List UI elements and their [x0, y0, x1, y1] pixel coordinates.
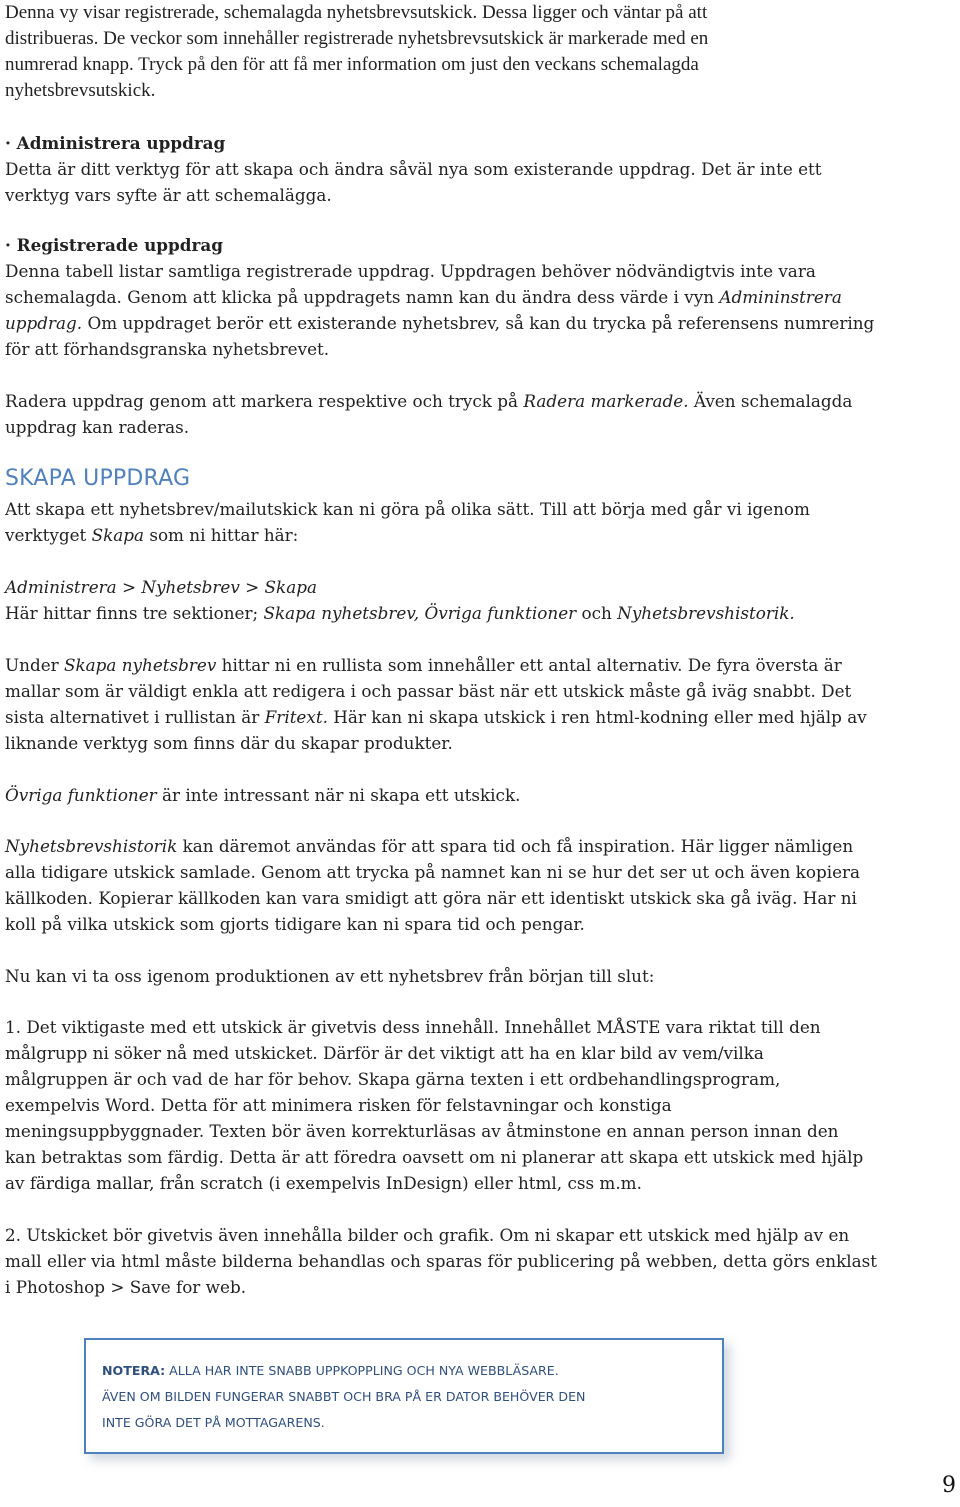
registrerade-line: för att förhandsgranska nyhetsbrevet. — [5, 339, 330, 359]
intro-line: distribueras. De veckor som innehåller registrerade nyhetsbrevsutskick är markerade med en — [5, 28, 709, 49]
intro-line: Denna vy visar registrerade, schemalagda nyhetsbrevsutskick. Dessa ligger och väntar på att — [5, 2, 708, 23]
registrerade-line: uppdrag. Om uppdraget berör ett existerande nyhetsbrev, så kan du trycka på referensens numrering — [5, 313, 875, 333]
ovriga-paragraph: Övriga funktioner är inte intressant när ni skapa ett utskick. — [5, 785, 521, 805]
produktion-paragraph: Nu kan vi ta oss igenom produktionen av ett nyhetsbrev från början till slut: — [5, 966, 655, 986]
page-number: 9 — [942, 1473, 956, 1498]
registrerade-line: Denna tabell listar samtliga registrerade uppdrag. Uppdragen behöver nödvändigtvis inte vara — [5, 261, 816, 281]
skapa-intro-paragraph: Att skapa ett nyhetsbrev/mailutskick kan ni göra på olika sätt. Till att börja med går vi igenom verktyget Skapa som ni hittar här: — [5, 499, 810, 545]
intro-paragraph — [5, 0, 955, 104]
note-label: NOTERA: — [102, 1363, 166, 1378]
note-line: INTE GÖRA DET PÅ MOTTAGARENS. — [102, 1415, 325, 1430]
under-paragraph: Under Skapa nyhetsbrev hittar ni en rullista som innehåller ett antal alternativ. De fyra översta är mallar som är väldigt enkla att redigera i och passar bäst när ett utskick måste gå iväg snabbt. Det sista alternativet i rullistan är Fritext. Här kan ni skapa utskick i ren html-kodning eller med hjälp av liknande verktyg som finns där du skapar produkter. — [5, 655, 867, 753]
navigation-path: Administrera > Nyhetsbrev > Skapa — [5, 577, 317, 597]
note-text — [102, 1358, 712, 1436]
registrerade-line: schemalagda. Genom att klicka på uppdragets namn kan du ändra dess värde i vyn Admininstrera — [5, 287, 842, 307]
intro-line: nyhetsbrevsutskick. — [5, 80, 156, 101]
note-box — [84, 1338, 724, 1454]
section-title: SKAPA UPPDRAG — [5, 466, 191, 491]
administrera-section — [5, 130, 957, 208]
radera-paragraph: Radera uppdrag genom att markera respektive och tryck på Radera markerade. Även schemalagda uppdrag kan raderas. — [5, 391, 853, 437]
navigation-path-paragraph: Administrera > Nyhetsbrev > Skapa Här hittar finns tre sektioner; Skapa nyhetsbrev, Övriga funktioner och Nyhetsbrevshistorik. — [5, 577, 795, 623]
step-2-paragraph: 2. Utskicket bör givetvis även innehålla bilder och grafik. Om ni skapar ett utskick med hjälp av en mall eller via html måste bilderna behandlas och sparas för publicering på webben, detta görs enklast i Photoshop > Save for web. — [5, 1225, 877, 1297]
administrera-heading: · Administrera uppdrag — [5, 133, 226, 153]
note-line: ÄVEN OM BILDEN FUNGERAR SNABBT OCH BRA PÅ ER DATOR BEHÖVER DEN — [102, 1389, 586, 1404]
step-1-paragraph: 1. Det viktigaste med ett utskick är givetvis dess innehåll. Innehållet MÅSTE vara riktat till den målgrupp ni söker nå med utskicket. Därför är det viktigt att ha en klar bild av vem/vilka målgruppen är och vad de har för behov. Skapa gärna texten i ett ordbehandlingsprogram, exempelvis Word. Detta för att minimera risken för felstavningar och konstiga meningsuppbyggnader. Texten bör även korrekturläsas av åtminstone en annan person innan den kan betraktas som färdig. Detta är att föredra oavsett om ni planerar att skapa ett utskick med hjälp av färdiga mallar, från scratch (i exempelvis InDesign) eller html, css m.m. — [5, 1017, 864, 1193]
note-line: ALLA HAR INTE SNABB UPPKOPPLING OCH NYA WEBBLÄSARE. — [169, 1363, 559, 1378]
registrerade-heading: · Registrerade uppdrag — [5, 235, 223, 255]
administrera-line: Detta är ditt verktyg för att skapa och ändra såväl nya som existerande uppdrag. Det är inte ett — [5, 159, 822, 179]
intro-line: numrerad knapp. Tryck på den för att få mer information om just den veckans schemalagda — [5, 54, 699, 75]
historik-paragraph: Nyhetsbrevshistorik kan däremot användas för att spara tid och få inspiration. Här ligger nämligen alla tidigare utskick samlade. Genom att trycka på namnet kan ni se hur det ser ut och även kopiera källkoden. Kopierar källkoden kan vara smidigt att göra när ett identiskt utskick ska gå iväg. Har ni koll på vilka utskick som gjorts tidigare kan ni spara tid och pengar. — [5, 836, 861, 934]
administrera-line: verktyg vars syfte är att schemalägga. — [5, 185, 332, 205]
registrerade-section — [5, 232, 957, 362]
